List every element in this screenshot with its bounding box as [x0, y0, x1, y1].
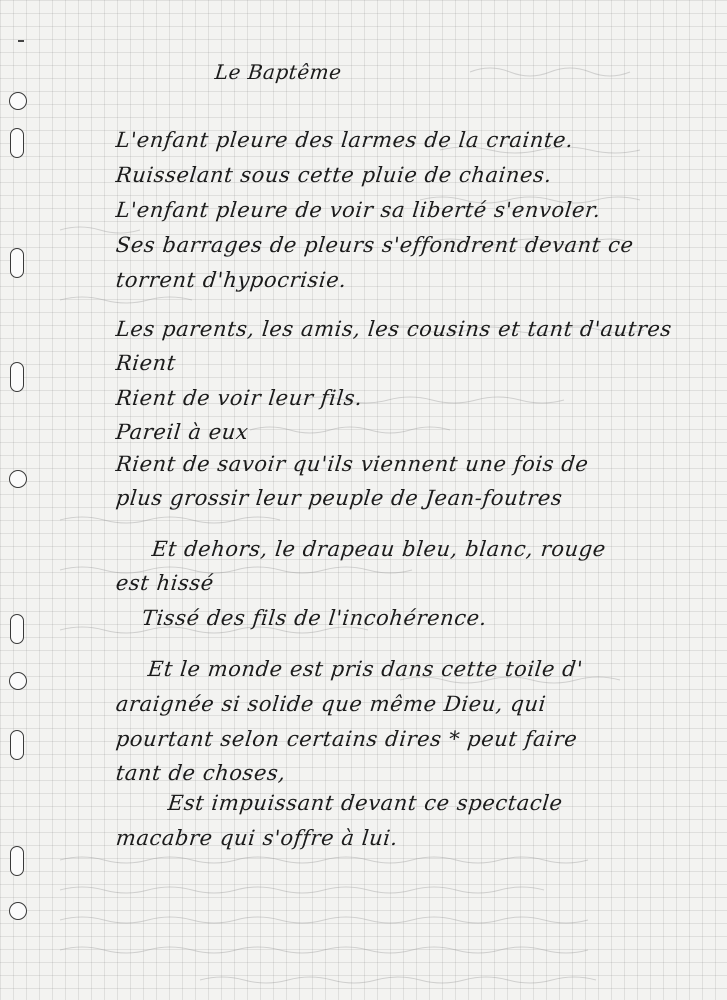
poem-line: Et dehors, le drapeau bleu, blanc, rouge — [150, 537, 608, 561]
binder-ring-hole — [9, 92, 27, 110]
binder-hole — [10, 248, 24, 278]
poem-line: Rient — [114, 351, 178, 375]
poem-line: Rient de savoir qu'ils viennent une fois de — [114, 452, 590, 476]
poem-line: torrent d'hypocrisie. — [114, 268, 348, 292]
poem-line: Ruisselant sous cette pluie de chaines. — [114, 163, 554, 187]
poem-line: L'enfant pleure des larmes de la crainte. — [114, 128, 575, 152]
binder-hole — [10, 128, 24, 158]
poem-line: Ses barrages de pleurs s'effondrent devant ce — [114, 233, 635, 257]
poem-line: Pareil à eux — [114, 420, 250, 444]
poem-line: araignée si solide que même Dieu, qui — [114, 692, 548, 716]
poem-line: plus grossir leur peuple de Jean-foutres — [114, 486, 564, 510]
poem-line: Les parents, les amis, les cousins et tant d'autres — [114, 317, 674, 341]
poem-line: L'enfant pleure de voir sa liberté s'envoler. — [114, 198, 603, 222]
binder-hole — [10, 730, 24, 760]
binder-ring-hole — [9, 470, 27, 488]
binder-hole — [10, 614, 24, 644]
poem-title: Le Baptême — [213, 60, 343, 84]
binder-ring-hole — [9, 672, 27, 690]
poem-line: macabre qui s'offre à lui. — [114, 826, 400, 850]
poem-line: pourtant selon certains dires * peut faire — [114, 727, 579, 751]
poem-line: Et le monde est pris dans cette toile d' — [146, 657, 585, 681]
binder-holes — [0, 0, 40, 1000]
binder-ring-hole — [9, 902, 27, 920]
poem-line: tant de choses, — [114, 761, 287, 785]
poem-line: Tissé des fils de l'incohérence. — [140, 606, 489, 630]
poem-line: Rient de voir leur fils. — [114, 386, 364, 410]
poem-line: est hissé — [114, 571, 216, 595]
binder-hole — [10, 846, 24, 876]
binder-hole — [10, 362, 24, 392]
hole-mark — [18, 40, 24, 42]
poem-line: Est impuissant devant ce spectacle — [166, 791, 564, 815]
